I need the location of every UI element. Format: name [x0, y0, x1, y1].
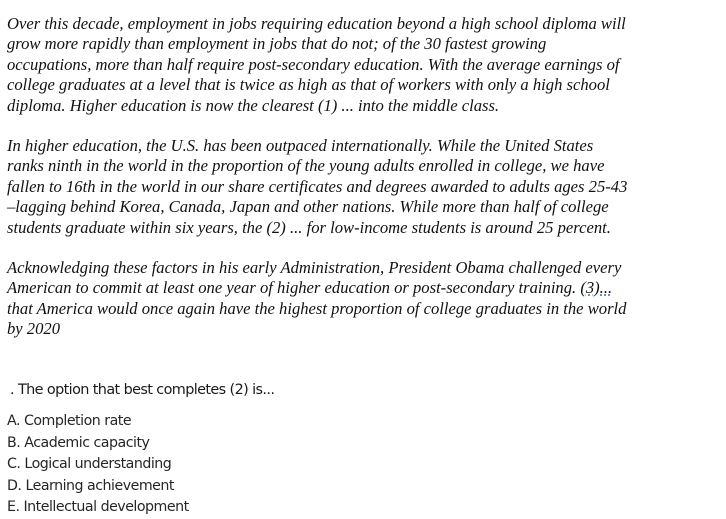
paragraph-line: by 2020	[7, 319, 60, 339]
paragraph-line: Acknowledging these factors in his early Administration, President Obama challenged every	[7, 258, 622, 278]
paragraph-line: ranks ninth in the world in the proportion of the young adults enrolled in college, we have	[7, 156, 605, 176]
paragraph-line: diploma. Higher education is now the clearest (1) ... into the middle class.	[7, 95, 500, 115]
paragraph-line: occupations, more than half require post-secondary education. With the average earnings of	[7, 54, 620, 74]
paragraph-line: that America would once again have the highest proportion of college graduates in the world	[7, 298, 627, 318]
paragraph-3	[7, 258, 719, 340]
option-b[interactable]: B. Academic capacity	[7, 434, 150, 451]
question-prompt: . The option that best completes (2) is...	[10, 382, 275, 398]
option-a[interactable]: A. Completion rate	[7, 413, 132, 429]
paragraph-line: Over this decade, employment in jobs requiring education beyond a high school diploma will	[7, 14, 626, 33]
paragraph-line-text: American to commit at least one year of higher education or post-secondary training.	[7, 278, 581, 298]
blank-3-marker: (3)...	[580, 278, 613, 298]
paragraph-line: –lagging behind Korea, Canada, Japan and other nations. While more than half of college	[7, 197, 609, 217]
paragraph-line: In higher education, the U.S. has been outpaced internationally. While the United States	[7, 136, 594, 156]
option-d[interactable]: D. Learning achievement	[7, 477, 174, 494]
answer-options	[7, 411, 189, 519]
paragraph-1	[7, 14, 719, 116]
paragraph-line: fallen to 16th in the world in our share certificates and degrees awarded to adults ages 25-43	[7, 176, 628, 196]
paragraph-line: college graduates at a level that is twice as high as that of workers with only a high school	[7, 75, 610, 95]
option-e[interactable]: E. Intellectual development	[7, 499, 189, 515]
paragraph-line: students graduate within six years, the (2) ... for low-income students is around 25 percent.	[7, 217, 611, 237]
passage	[7, 14, 719, 360]
paragraph-2	[7, 136, 719, 238]
paragraph-line	[7, 278, 719, 298]
paragraph-line: grow more rapidly than employment in jobs that do not; of the 30 fastest growing	[7, 34, 547, 54]
option-c[interactable]: C. Logical understanding	[7, 456, 172, 472]
